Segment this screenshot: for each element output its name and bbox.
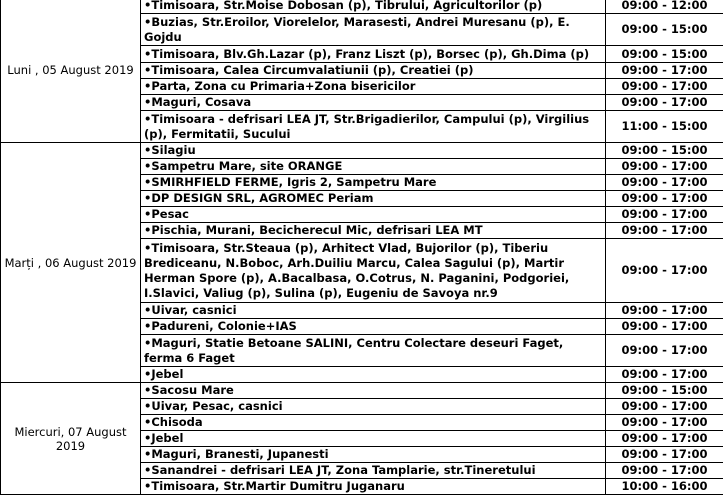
- location-cell: •Pischia, Murani, Becicherecul Mic, defrisari LEA MT: [141, 223, 606, 239]
- location-cell: •DP DESIGN SRL, AGROMEC Periam: [141, 191, 606, 207]
- location-cell: •Parta, Zona cu Primaria+Zona bisericilor: [141, 79, 606, 95]
- time-cell: 09:00 - 17:00: [606, 79, 723, 95]
- location-cell: •Timisoara - defrisari LEA JT, Str.Brigadierilor, Campului (p), Virgilius (p), Fermitatii, Sucului: [141, 111, 606, 143]
- location-cell: •Uivar, Pesac, casnici: [141, 399, 606, 415]
- time-cell: 09:00 - 17:00: [606, 463, 723, 479]
- time-cell: 09:00 - 17:00: [606, 319, 723, 335]
- time-cell: 09:00 - 15:00: [606, 46, 723, 63]
- location-cell: •Sampetru Mare, site ORANGE: [141, 159, 606, 175]
- time-cell: 09:00 - 17:00: [606, 415, 723, 431]
- time-cell: 09:00 - 17:00: [606, 223, 723, 239]
- time-cell: 09:00 - 17:00: [606, 207, 723, 223]
- time-cell: 09:00 - 17:00: [606, 63, 723, 79]
- location-cell: •Timisoara, Blv.Gh.Lazar (p), Franz Liszt (p), Borsec (p), Gh.Dima (p): [141, 46, 606, 63]
- location-cell: •Sacosu Mare: [141, 383, 606, 399]
- location-cell: •Timisoara, Str.Moise Dobosan (p), Tibrului, Agricultorilor (p): [141, 0, 606, 14]
- day-cell: Luni , 05 August 2019: [1, 0, 141, 143]
- time-cell: 09:00 - 15:00: [606, 383, 723, 399]
- location-cell: •Timisoara, Str.Martir Dumitru Juganaru: [141, 479, 606, 495]
- table-row: [1, 383, 723, 399]
- location-cell: •Jebel: [141, 367, 606, 383]
- location-cell: •Chisoda: [141, 415, 606, 431]
- time-cell: 09:00 - 17:00: [606, 191, 723, 207]
- location-cell: •Maguri, Cosava: [141, 95, 606, 111]
- location-cell: •Uivar, casnici: [141, 303, 606, 319]
- location-cell: •Maguri, Statie Betoane SALINI, Centru Colectare deseuri Faget, ferma 6 Faget: [141, 335, 606, 367]
- schedule-body: [1, 0, 723, 495]
- location-cell: •Timisoara, Str.Steaua (p), Arhitect Vlad, Bujorilor (p), Tiberiu Brediceanu, N.Boboc, Arh.Duiliu Marcu, Calea Sagului (p), Martir Herman Spore (p), A.Bacalbasa, O.Cotrus, N. Paganini, Podgoriei, I.Slavici, Valiug (p), Sulina (p), Eugeniu de Savoya nr.9: [141, 239, 606, 303]
- time-cell: 09:00 - 17:00: [606, 431, 723, 447]
- location-cell: •Silagiu: [141, 143, 606, 159]
- time-cell: 09:00 - 17:00: [606, 95, 723, 111]
- time-cell: 09:00 - 17:00: [606, 335, 723, 367]
- location-cell: •Padureni, Colonie+IAS: [141, 319, 606, 335]
- time-cell: 09:00 - 17:00: [606, 175, 723, 191]
- location-cell: •SMIRHFIELD FERME, Igris 2, Sampetru Mare: [141, 175, 606, 191]
- time-cell: 10:00 - 16:00: [606, 479, 723, 495]
- time-cell: 09:00 - 15:00: [606, 14, 723, 46]
- location-cell: •Maguri, Branesti, Jupanesti: [141, 447, 606, 463]
- location-cell: •Pesac: [141, 207, 606, 223]
- day-cell: Miercuri, 07 August 2019: [1, 383, 141, 495]
- time-cell: 09:00 - 17:00: [606, 447, 723, 463]
- time-cell: 09:00 - 17:00: [606, 159, 723, 175]
- location-cell: •Timisoara, Calea Circumvalatiunii (p), Creatiei (p): [141, 63, 606, 79]
- time-cell: 09:00 - 17:00: [606, 239, 723, 303]
- time-cell: 09:00 - 17:00: [606, 399, 723, 415]
- time-cell: 09:00 - 17:00: [606, 367, 723, 383]
- day-cell: Marți , 06 August 2019: [1, 143, 141, 383]
- table-row: [1, 0, 723, 14]
- time-cell: 11:00 - 15:00: [606, 111, 723, 143]
- location-cell: •Buzias, Str.Eroilor, Viorelelor, Marasesti, Andrei Muresanu (p), E. Gojdu: [141, 14, 606, 46]
- time-cell: 09:00 - 15:00: [606, 143, 723, 159]
- time-cell: 09:00 - 12:00: [606, 0, 723, 14]
- location-cell: •Sanandrei - defrisari LEA JT, Zona Tamplarie, str.Tineretului: [141, 463, 606, 479]
- table-row: [1, 143, 723, 159]
- location-cell: •Jebel: [141, 431, 606, 447]
- time-cell: 09:00 - 17:00: [606, 303, 723, 319]
